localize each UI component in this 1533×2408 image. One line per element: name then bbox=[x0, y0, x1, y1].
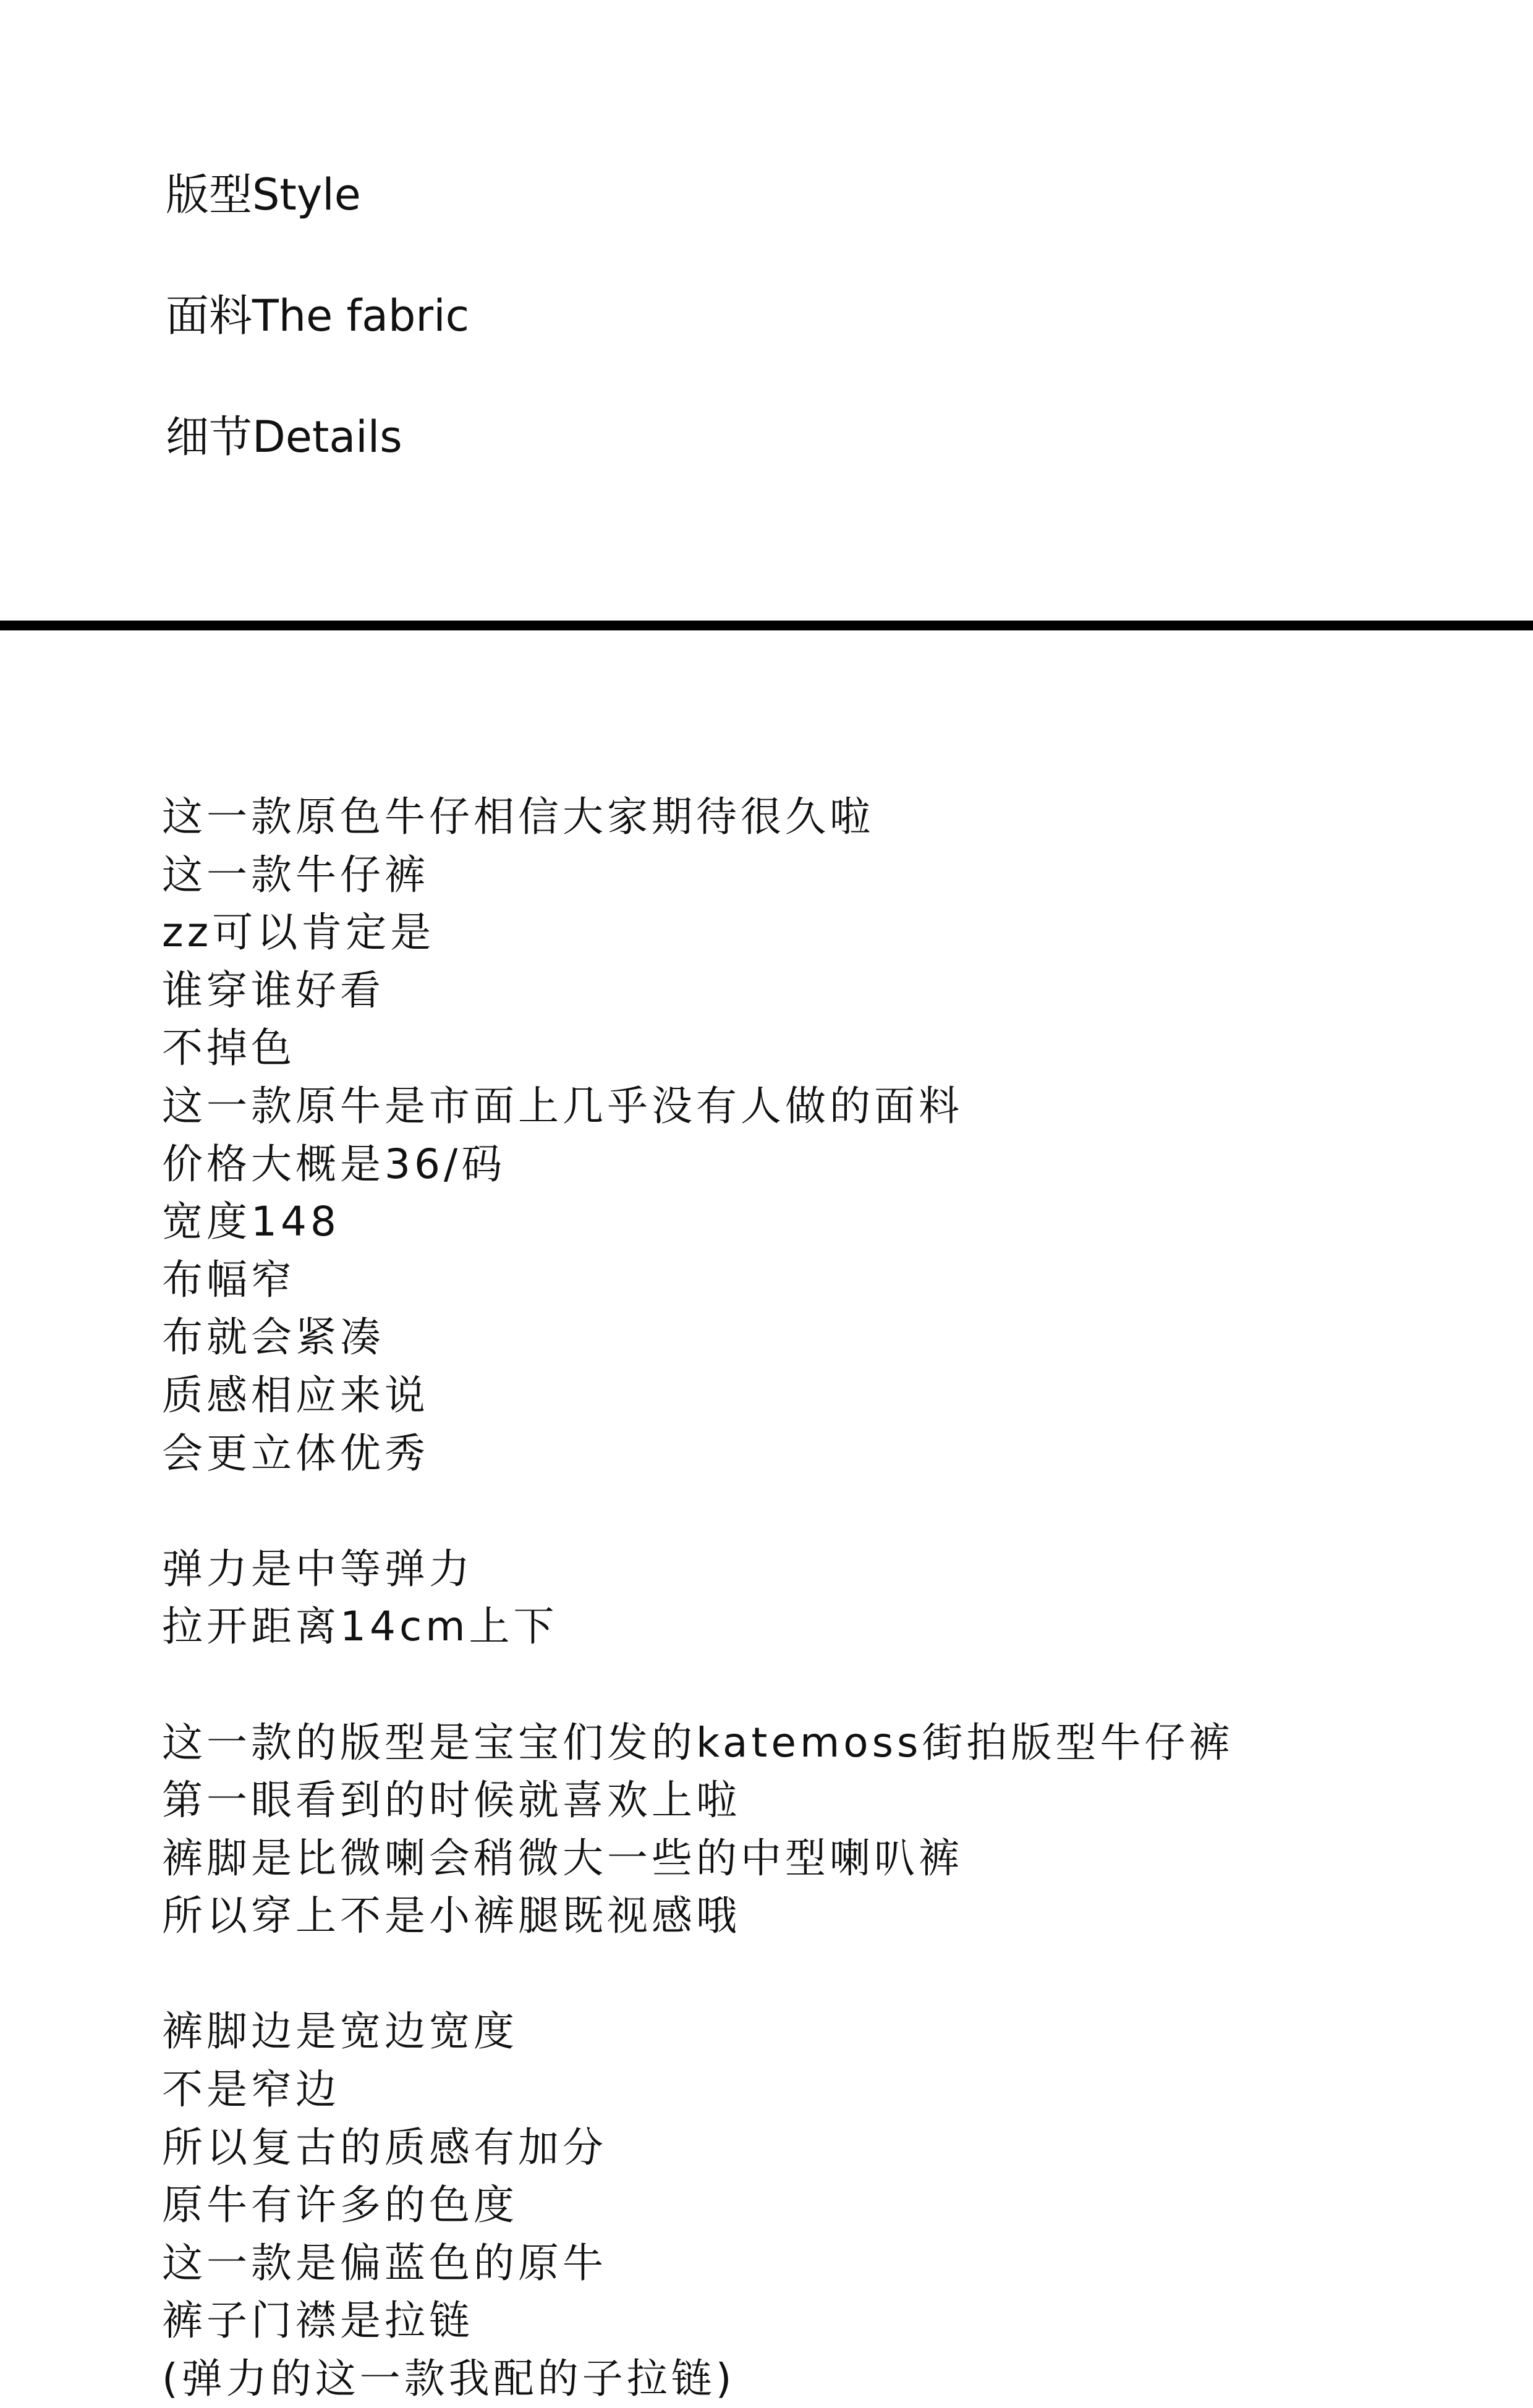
text-line: 原牛有许多的色度 bbox=[162, 2181, 518, 2229]
text-line: 拉开距离14cm上下 bbox=[162, 1603, 558, 1651]
text-line: 所以穿上不是小裤腿既视感哦 bbox=[162, 1892, 741, 1940]
paragraph-spacer bbox=[162, 1482, 1491, 1540]
text-line: (弹力的这一款我配的子拉链) bbox=[162, 2355, 736, 2403]
text-line: 裤脚是比微喇会稍微大一些的中型喇叭裤 bbox=[162, 1834, 963, 1882]
paragraph-spacer bbox=[162, 1656, 1491, 1714]
horizontal-divider bbox=[0, 621, 1533, 630]
heading-fabric: 面料The fabric bbox=[166, 290, 470, 341]
text-line: 第一眼看到的时候就喜欢上啦 bbox=[162, 1776, 741, 1825]
text-line: 会更立体优秀 bbox=[162, 1429, 429, 1477]
heading-style: 版型Style bbox=[166, 169, 361, 220]
text-line: 宽度148 bbox=[162, 1198, 340, 1246]
heading-details: 细节Details bbox=[166, 412, 402, 462]
product-description bbox=[162, 788, 1491, 2408]
text-line: 这一款是偏蓝色的原牛 bbox=[162, 2239, 607, 2287]
text-line: 裤脚边是宽边宽度 bbox=[162, 2007, 518, 2056]
text-line: 裤子门襟是拉链 bbox=[162, 2297, 473, 2345]
section-headings bbox=[166, 167, 1402, 530]
text-line: 价格大概是36/码 bbox=[162, 1140, 506, 1188]
text-line: 质感相应来说 bbox=[162, 1371, 429, 1419]
text-line: 这一款牛仔裤 bbox=[162, 850, 429, 899]
text-line: 所以复古的质感有加分 bbox=[162, 2123, 607, 2171]
paragraph-spacer bbox=[162, 1945, 1491, 2003]
text-line: 谁穿谁好看 bbox=[162, 966, 384, 1014]
text-line: 这一款的版型是宝宝们发的katemoss街拍版型牛仔裤 bbox=[162, 1718, 1234, 1766]
text-line: 不是窄边 bbox=[162, 2066, 340, 2114]
text-line: 布就会紧凑 bbox=[162, 1313, 384, 1362]
text-line: zz可以肯定是 bbox=[162, 909, 435, 957]
text-line: 这一款原色牛仔相信大家期待很久啦 bbox=[162, 793, 874, 841]
text-line: 这一款原牛是市面上几乎没有人做的面料 bbox=[162, 1082, 963, 1130]
text-line: 弹力是中等弹力 bbox=[162, 1545, 473, 1593]
text-line: 不掉色 bbox=[162, 1024, 295, 1072]
text-line: 布幅窄 bbox=[162, 1255, 295, 1304]
